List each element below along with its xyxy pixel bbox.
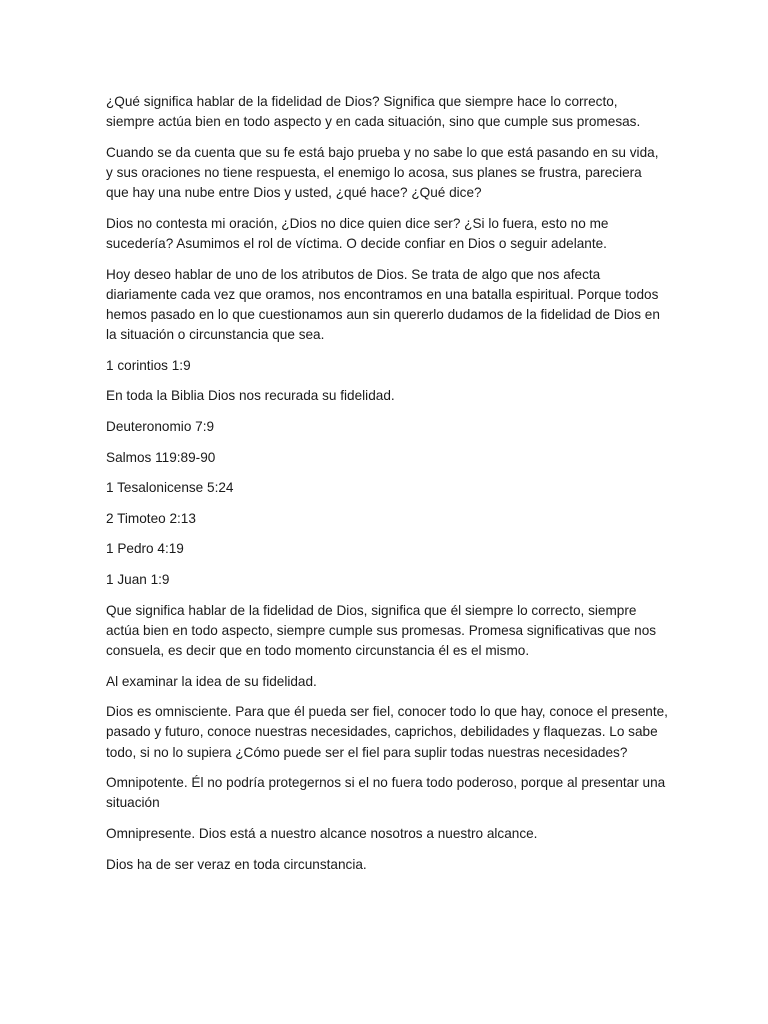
paragraph-examine-idea: Al examinar la idea de su fidelidad.	[106, 673, 317, 689]
scripture-reference-tesalonicense: 1 Tesalonicense 5:24	[106, 480, 234, 496]
document-body	[106, 92, 668, 885]
paragraph-omnipresent: Omnipresente. Dios está a nuestro alcance nosotros a nuestro alcance.	[106, 825, 538, 841]
paragraph-faith-test: Cuando se da cuenta que su fe está bajo prueba y no sabe lo que está pasando en su vida, y sus oraciones no tiene respuesta, el enemigo lo acosa, sus planes se frustra, pareciera que hay una nube entre Dios y usted, ¿qué hace? ¿Qué dice?	[106, 144, 659, 201]
paragraph-intro-question: ¿Qué significa hablar de la fidelidad de Dios? Significa que siempre hace lo correcto, siempre actúa bien en todo aspecto y en cada situación, sino que cumple sus promesas.	[106, 94, 641, 130]
paragraph-bible-faithfulness: En toda la Biblia Dios nos recurada su fidelidad.	[106, 388, 395, 404]
scripture-reference-pedro: 1 Pedro 4:19	[106, 541, 184, 557]
scripture-reference-salmos: Salmos 119:89-90	[106, 449, 216, 465]
scripture-reference-1-corintios: 1 corintios 1:9	[106, 357, 191, 373]
paragraph-prayer-doubt: Dios no contesta mi oración, ¿Dios no dice quien dice ser? ¿Si lo fuera, esto no me sucedería? Asumimos el rol de víctima. O decide confiar en Dios o seguir adelante.	[106, 215, 609, 251]
scripture-reference-timoteo: 2 Timoteo 2:13	[106, 510, 196, 526]
paragraph-truthful: Dios ha de ser veraz en toda circunstancia.	[106, 856, 367, 872]
paragraph-omnipotent: Omnipotente. Él no podría protegernos si el no fuera todo poderoso, porque al presentar una situación	[106, 775, 666, 811]
paragraph-omniscient: Dios es omnisciente. Para que él pueda ser fiel, conocer todo lo que hay, conoce el presente, pasado y futuro, conoce nuestras necesidades, caprichos, debilidades y flaquezas. Lo sabe todo, si no lo supiera ¿Cómo puede ser el fiel para suplir todas nuestras necesidades?	[106, 704, 668, 760]
paragraph-attributes: Hoy deseo hablar de uno de los atributos de Dios. Se trata de algo que nos afecta diariamente cada vez que oramos, nos encontramos en una batalla espiritual. Porque todos hemos pasado en lo que cuestionamos aun sin quererlo dudamos de la fidelidad de Dios en la situación o circunstancia que sea.	[106, 266, 660, 343]
scripture-reference-juan: 1 Juan 1:9	[106, 571, 170, 587]
paragraph-meaning-faithfulness: Que significa hablar de la fidelidad de Dios, significa que él siempre lo correcto, siempre actúa bien en todo aspecto, siempre cumple sus promesas. Promesa significativas que nos consuela, es decir que en todo momento circunstancia él es el mismo.	[106, 602, 657, 658]
scripture-reference-deuteronomio: Deuteronomio 7:9	[106, 418, 215, 434]
